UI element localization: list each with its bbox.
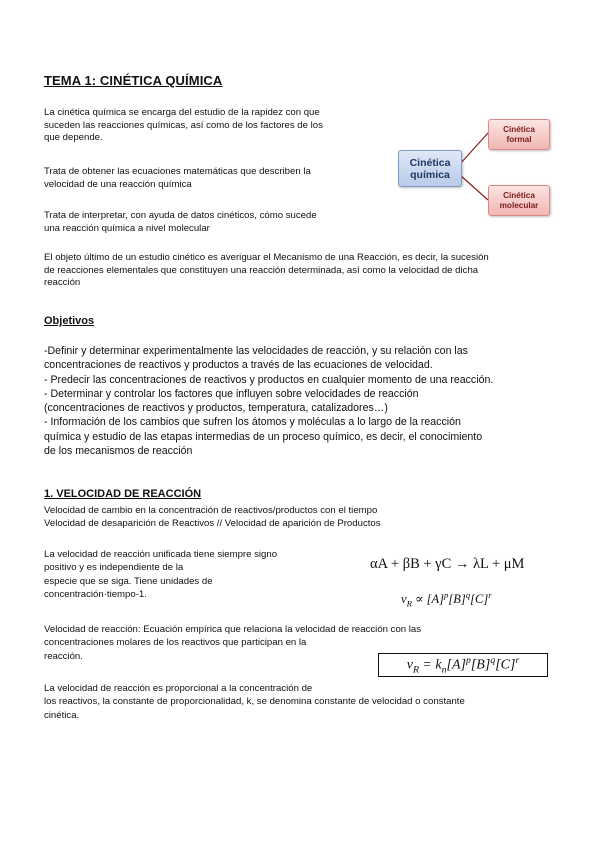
velocidad-definition: Velocidad de cambio en la concentración de reactivos/productos con el tiempo Velocidad de desaparición de Reactivos // Velocidad de aparición de Productos [44, 505, 381, 529]
diagram-node-cinetica-formal: Cinética formal [488, 119, 550, 150]
objetivos-heading: Objetivos [44, 315, 95, 327]
intro-paragraph-1: La cinética química se encarga del estudio de la rapidez con que suceden las reacciones químicas, así como de los factores de los que depende. [44, 107, 323, 144]
reaction-equation: αA + βB + γC → λL + μM [370, 556, 525, 572]
diagram-node-cinetica-quimica: Cinética química [398, 150, 462, 187]
diagram-node-cinetica-molecular: Cinética molecular [488, 185, 550, 216]
intro-paragraph-4: El objeto último de un estudio cinético es averiguar el Mecanismo de una Reacción, es decir, la sucesión de reacciones elementales que constituyen una reacción determinada, así como la velocidad de dicha reacción [44, 252, 489, 289]
velocidad-empirica: Velocidad de reacción: Ecuación empírica que relaciona la velocidad de reacción con las concentraciones molares de los reactivos que participan en la reacción. [44, 624, 422, 662]
intro-paragraph-2: Trata de obtener las ecuaciones matemáticas que describen la velocidad de una reacción química [44, 166, 311, 190]
velocidad-unificada: La velocidad de reacción unificada tiene siempre signo positivo y es independiente de la especie que se siga. Tiene unidades de concentración·tiempo-1. [44, 549, 278, 601]
rate-law-equation: $v_R = k_n[A]^p[B]^q[C]^r$ [378, 653, 548, 677]
proportionality-equation: $v_R \propto [A]^p[B]^q[C]^r$ [401, 590, 492, 609]
velocidad-heading: 1. VELOCIDAD DE REACCIÓN [44, 488, 202, 500]
page-title: TEMA 1: CINÉTICA QUÍMICA [44, 73, 223, 88]
connector-bottom [460, 175, 488, 200]
intro-paragraph-3: Trata de interpretar, con ayuda de datos cinéticos, cómo sucede una reacción química a nivel molecular [44, 210, 317, 234]
objetivos-list: -Definir y determinar experimentalmente las velocidades de reacción, y su relación con las concentraciones de reactivos y productos a través de las ecuaciones de velocidad. - Predecir las concentraciones de reactivos y productos en cualquier momento de una reacción. - Determinar y controlar los factores que influyen sobre velocidades de reacción (concentraciones de reactivos y productos, temperatura, catalizadores…) - Información de los cambios que sufren los átomos y moléculas a lo largo de la reacción química y estudio de las etapas intermedias de un proceso químico, es decir, el conocimiento de los mecanismos de reacción [44, 345, 494, 458]
velocidad-proporcional: La velocidad de reacción es proporcional a la concentración de los reactivos, la constante de proporcionalidad, k, se denomina constante de velocidad o constante cinética. [44, 683, 465, 721]
connector-top [460, 133, 488, 164]
